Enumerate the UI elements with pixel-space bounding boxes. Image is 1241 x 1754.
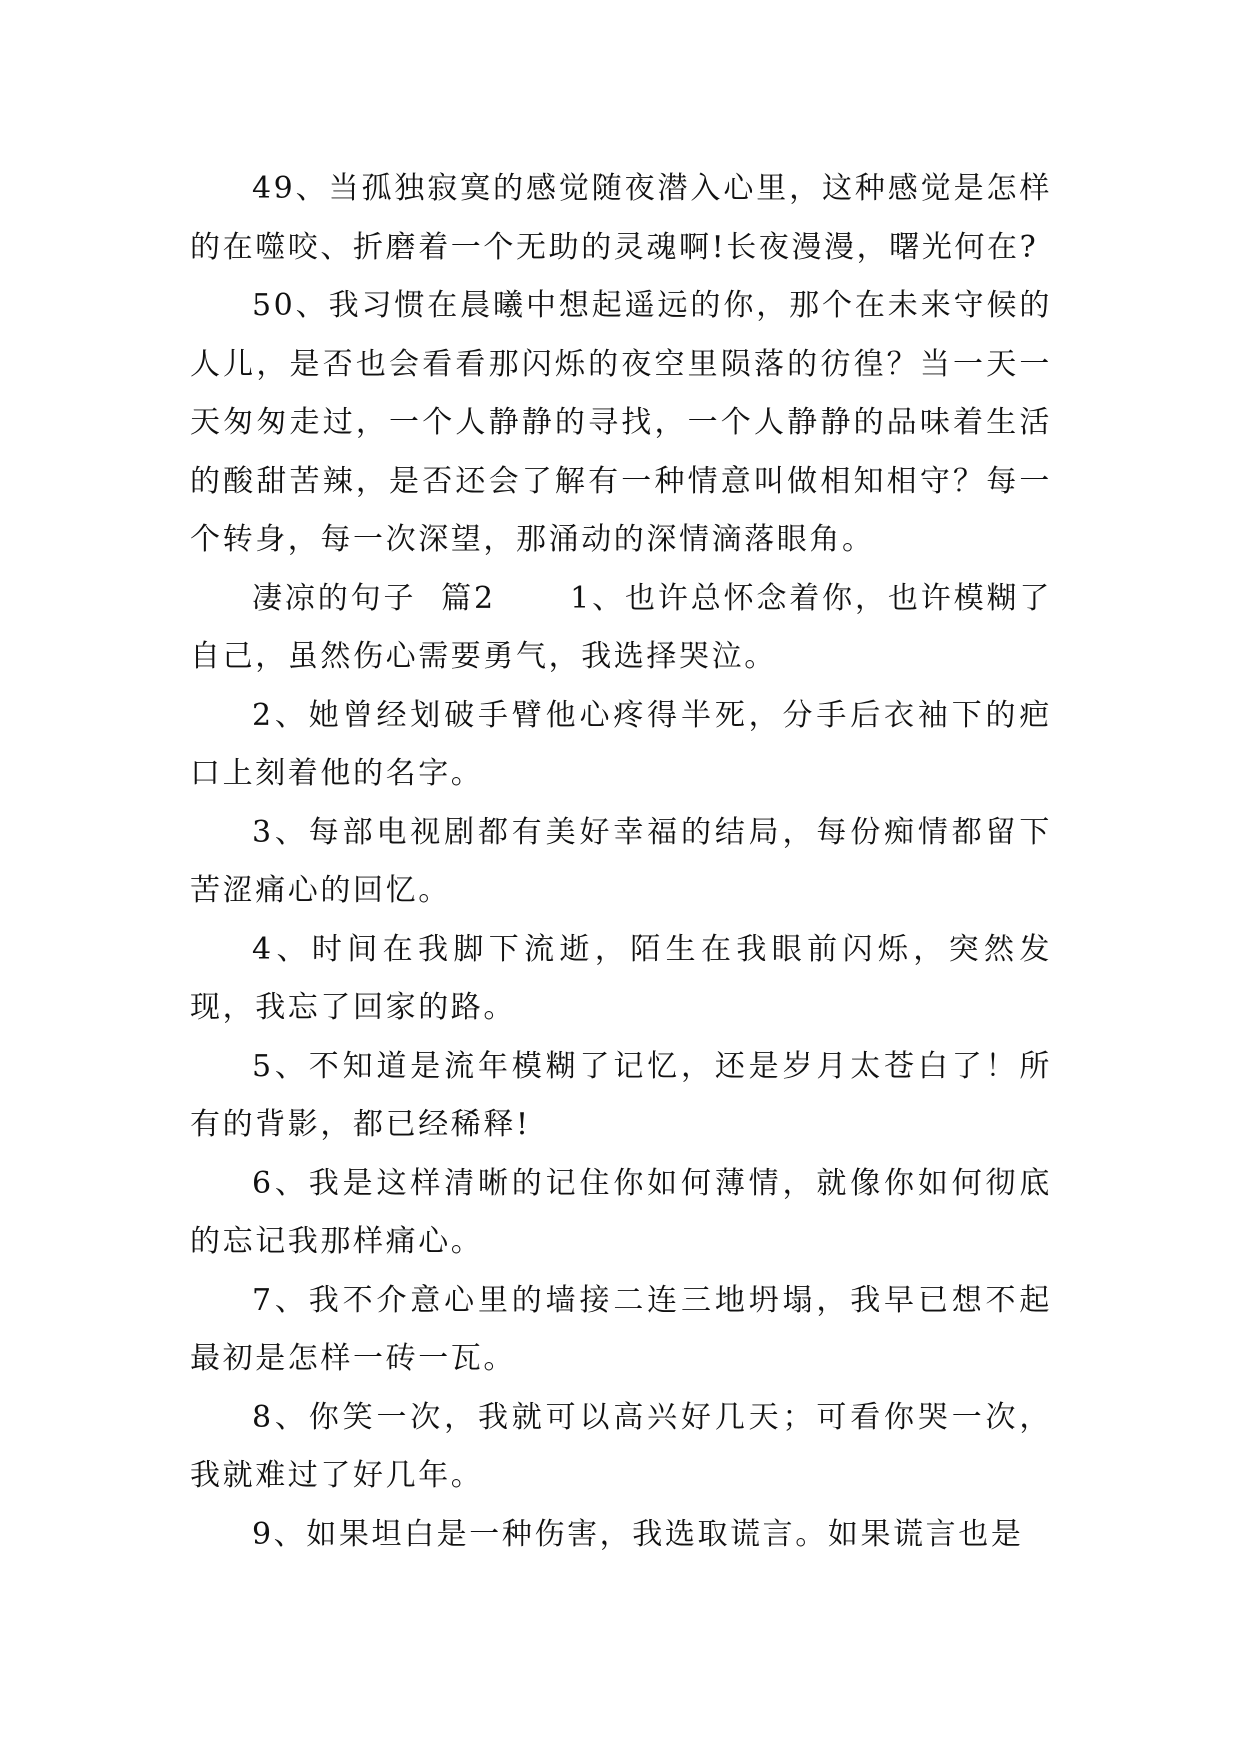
- paragraph-item-7: 7、我不介意心里的墙接二连三地坍塌，我早已想不起最初是怎样一砖一瓦。: [190, 1282, 1052, 1376]
- document-body: [190, 160, 1052, 1564]
- paragraph-item-4: 4、时间在我脚下流逝，陌生在我眼前闪烁，突然发现，我忘了回家的路。: [190, 931, 1052, 1025]
- paragraph-49: 49、当孤独寂寞的感觉随夜潜入心里，这种感觉是怎样的在噬咬、折磨着一个无助的灵魂啊!长夜漫漫，曙光何在?: [190, 171, 1052, 265]
- paragraph-item-6: 6、我是这样清晰的记住你如何薄情，就像你如何彻底的忘记我那样痛心。: [190, 1165, 1052, 1259]
- paragraph-item-9: 9、如果坦白是一种伤害，我选取谎言。如果谎言也是: [252, 1516, 1024, 1552]
- paragraph-item-2: 2、她曾经划破手臂他心疼得半死，分手后衣袖下的疤口上刻着他的名字。: [190, 697, 1052, 791]
- paragraph-item-5: 5、不知道是流年模糊了记忆，还是岁月太苍白了！所有的背影，都已经稀释!: [190, 1048, 1052, 1142]
- paragraph-item-8: 8、你笑一次，我就可以高兴好几天；可看你哭一次，我就难过了好几年。: [190, 1399, 1052, 1493]
- paragraph-item-3: 3、每部电视剧都有美好幸福的结局，每份痴情都留下苦涩痛心的回忆。: [190, 814, 1052, 908]
- paragraph-section-2-item-1: 凄凉的句子 篇2 1、也许总怀念着你，也许模糊了自己，虽然伤心需要勇气，我选择哭泣。: [190, 580, 1052, 674]
- paragraph-50: 50、我习惯在晨曦中想起遥远的你，那个在未来守候的人儿，是否也会看看那闪烁的夜空里陨落的彷徨？当一天一天匆匆走过，一个人静静的寻找，一个人静静的品味着生活的酸甜苦辣，是否还会了解有一种情意叫做相知相守？每一个转身，每一次深望，那涌动的深情滴落眼角。: [190, 288, 1052, 557]
